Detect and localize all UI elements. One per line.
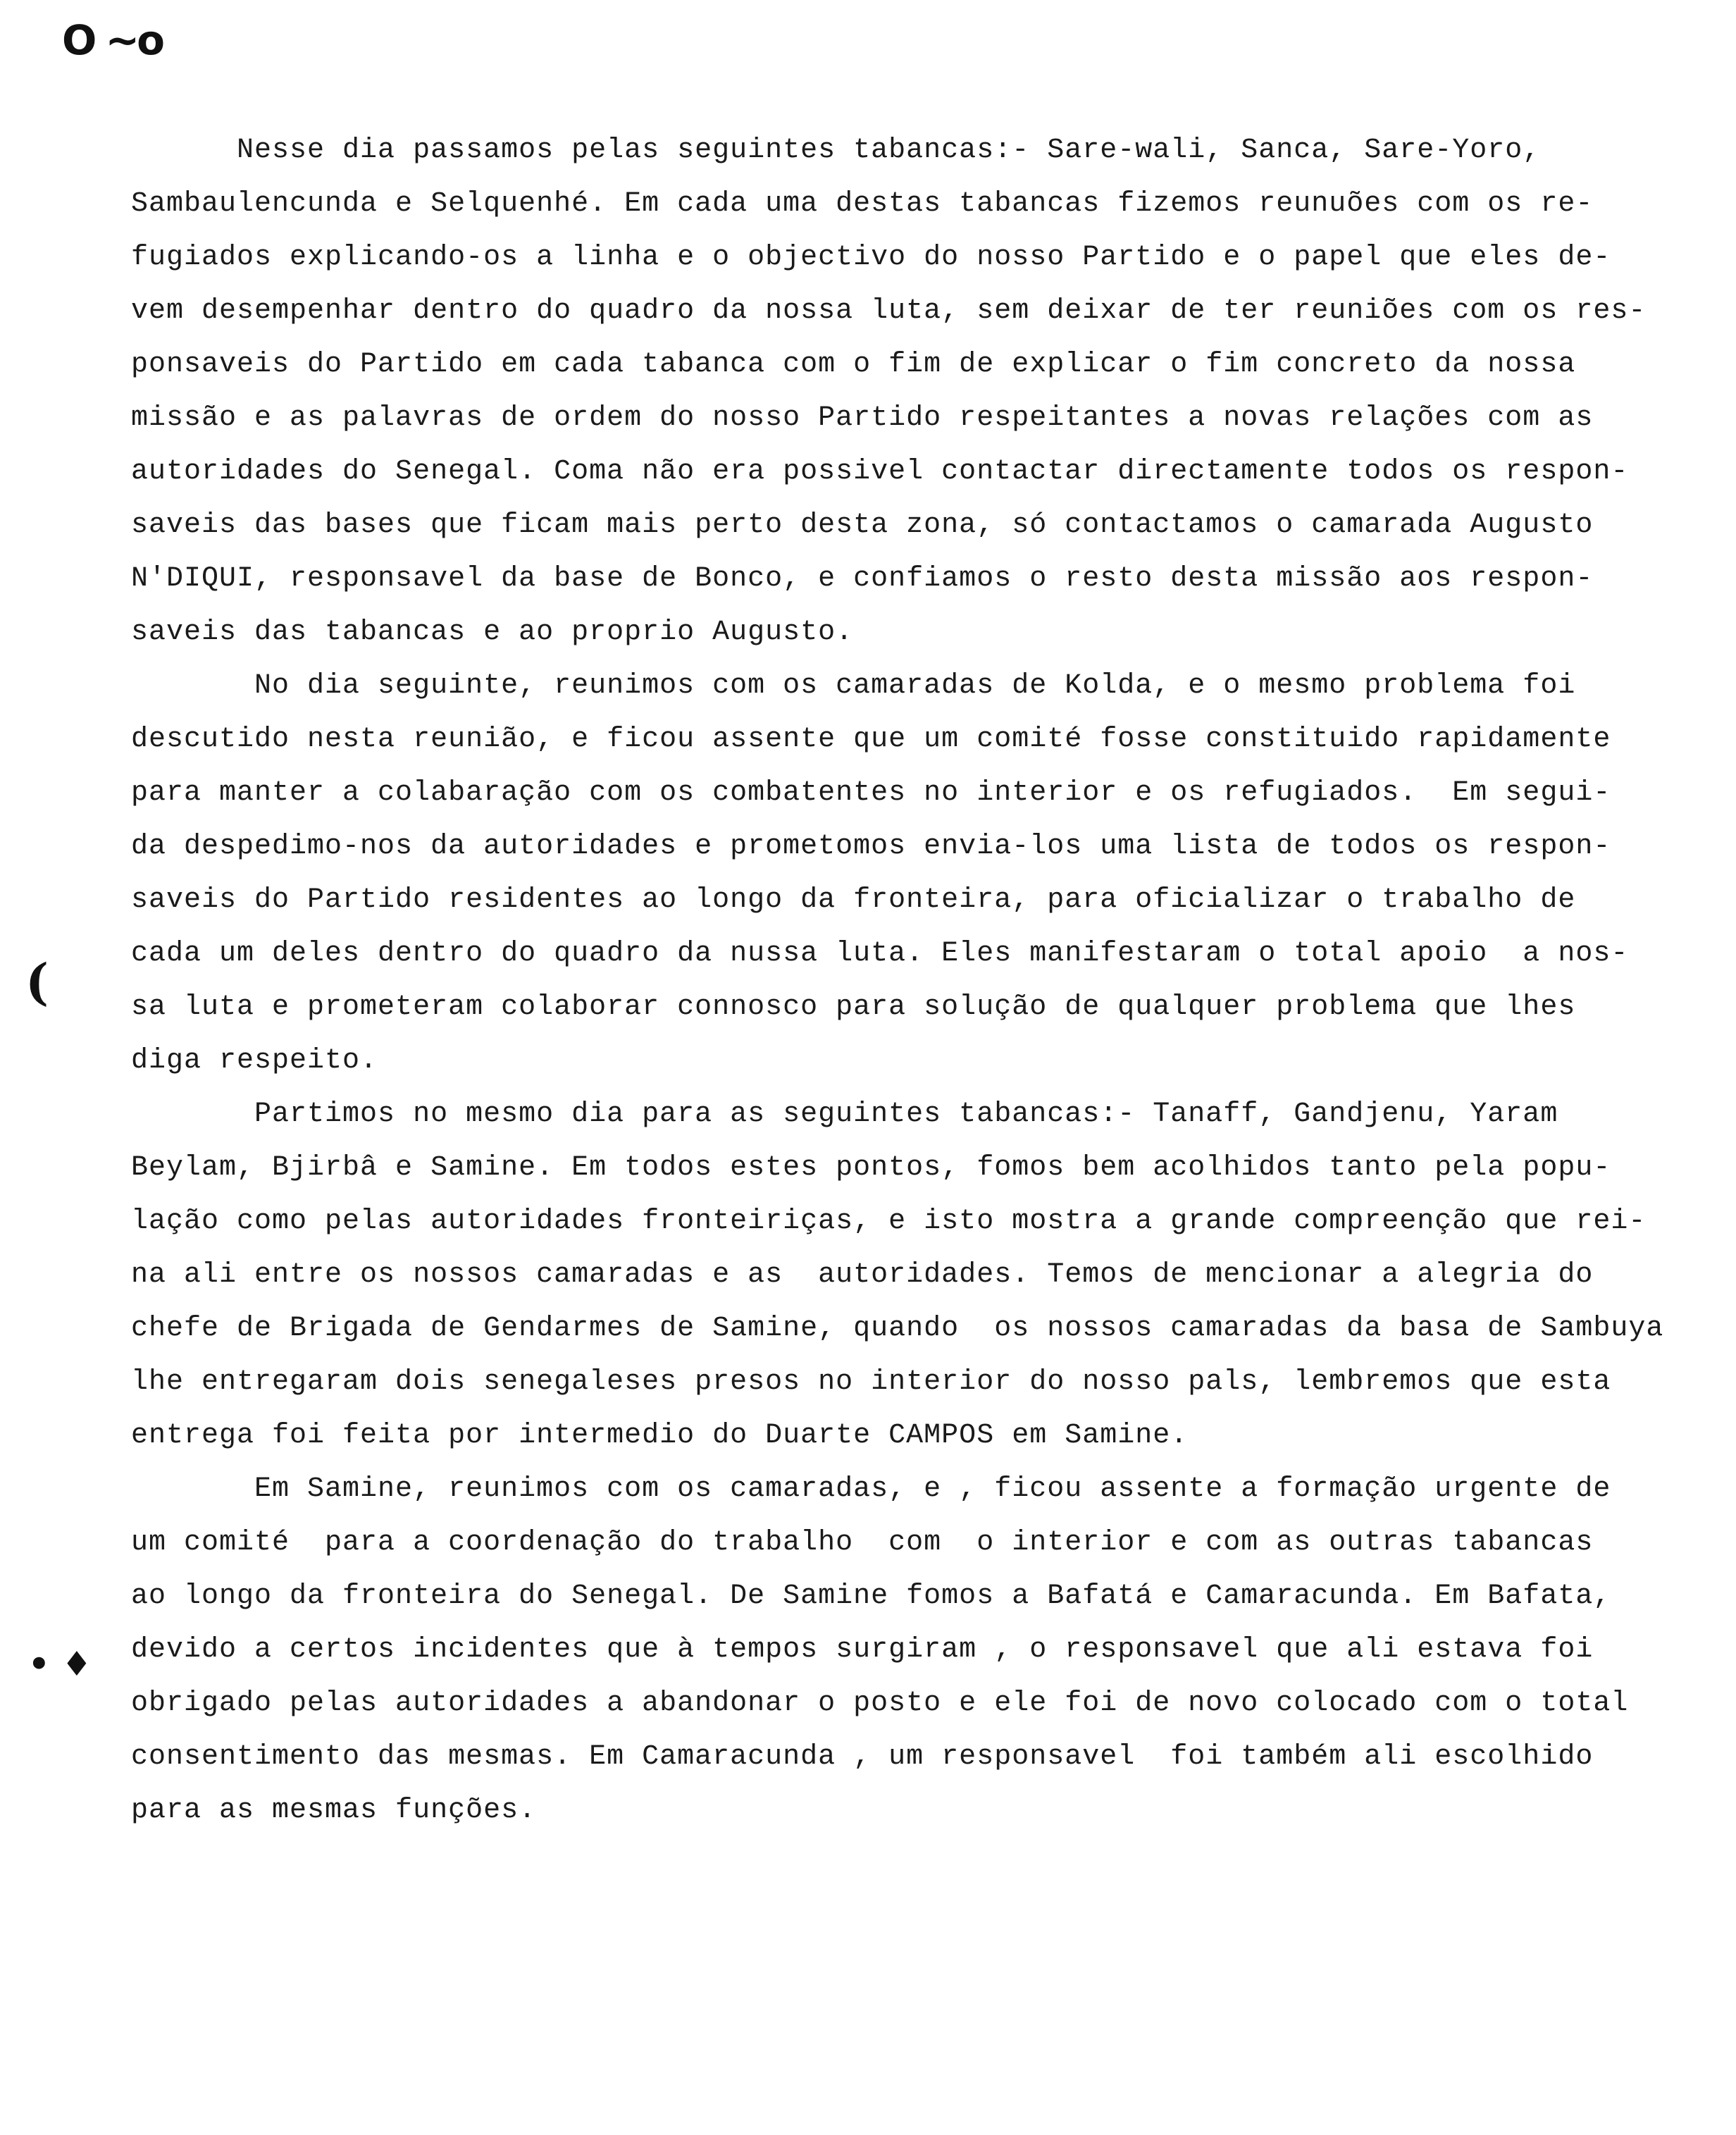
text-line: sa luta e prometeram colaborar connosco para solução de qualquer problema que lhes: [131, 991, 1576, 1023]
text-line: consentimento das mesmas. Em Camaracunda , um responsavel foi também ali escolhido: [131, 1741, 1594, 1773]
text-line: Sambaulencunda e Selquenhé. Em cada uma destas tabancas fizemos reunuões com os re-: [131, 188, 1594, 220]
text-line: na ali entre os nossos camaradas e as autoridades. Temos de mencionar a alegria do: [131, 1259, 1594, 1291]
text-line: saveis do Partido residentes ao longo da fronteira, para oficializar o trabalho de: [131, 884, 1576, 916]
text-line: saveis das bases que ficam mais perto desta zona, só contactamos o camarada Augusto: [131, 509, 1594, 541]
text-line: obrigado pelas autoridades a abandonar o posto e ele foi de novo colocado com o total: [131, 1688, 1629, 1719]
text-line: lação como pelas autoridades fronteiriças, e isto mostra a grande compreenção que rei-: [131, 1206, 1647, 1237]
text-line: chefe de Brigada de Gendarmes de Samine, quando os nossos camaradas da basa de Sambuya: [131, 1313, 1664, 1344]
margin-bracket-mark: (: [25, 953, 49, 1011]
text-line: No dia seguinte, reunimos com os camaradas de Kolda, e o mesmo problema foi: [131, 670, 1576, 702]
text-line: para as mesmas funções.: [131, 1795, 537, 1826]
text-line: Nesse dia passamos pelas seguintes tabancas:- Sare-wali, Sanca, Sare-Yoro,: [131, 135, 1541, 166]
text-line: cada um deles dentro do quadro da nussa luta. Eles manifestaram o total apoio a nos-: [131, 938, 1629, 970]
text-line: ponsaveis do Partido em cada tabanca com o fim de explicar o fim concreto da nossa: [131, 349, 1576, 380]
text-line: Em Samine, reunimos com os camaradas, e , ficou assente a formação urgente de: [131, 1473, 1611, 1505]
text-line: diga respeito.: [131, 1045, 378, 1077]
text-line: fugiados explicando-os a linha e o objectivo do nosso Partido e o papel que eles de-: [131, 242, 1611, 273]
page-number: O ~o: [62, 16, 162, 64]
text-line: um comité para a coordenação do trabalho com o interior e com as outras tabancas: [131, 1527, 1594, 1559]
text-line: autoridades do Senegal. Coma não era possivel contactar directamente todos os respon-: [131, 456, 1629, 488]
text-line: Partimos no mesmo dia para as seguintes tabancas:- Tanaff, Gandjenu, Yaram: [131, 1099, 1558, 1130]
text-line: devido a certos incidentes que à tempos surgiram , o responsavel que ali estava foi: [131, 1634, 1594, 1666]
text-line: missão e as palavras de ordem do nosso Partido respeitantes a novas relações com as: [131, 402, 1594, 434]
text-line: vem desempenhar dentro do quadro da nossa luta, sem deixar de ter reuniões com os res-: [131, 295, 1647, 327]
text-line: ao longo da fronteira do Senegal. De Samine fomos a Bafatá e Camaracunda. Em Bafata,: [131, 1580, 1611, 1612]
text-line: descutido nesta reunião, e ficou assente que um comité fosse constituido rapidamente: [131, 724, 1611, 755]
text-line: para manter a colabaração com os combatentes no interior e os refugiados. Em segui-: [131, 777, 1611, 809]
text-line: Beylam, Bjirbâ e Samine. Em todos estes pontos, fomos bem acolhidos tanto pela popu-: [131, 1152, 1611, 1184]
text-line: da despedimo-nos da autoridades e prometomos envia-los uma lista de todos os respon-: [131, 831, 1611, 862]
margin-dot-mark: • ♦: [28, 1645, 92, 1684]
text-line: lhe entregaram dois senegaleses presos no interior do nosso pals, lembremos que esta: [131, 1366, 1611, 1398]
text-line: entrega foi feita por intermedio do Duarte CAMPOS em Samine.: [131, 1420, 1189, 1452]
text-line: N'DIQUI, responsavel da base de Bonco, e confiamos o resto desta missão aos respon-: [131, 563, 1594, 595]
text-line: saveis das tabancas e ao proprio Augusto.: [131, 617, 854, 648]
body-text: [131, 124, 1667, 1838]
